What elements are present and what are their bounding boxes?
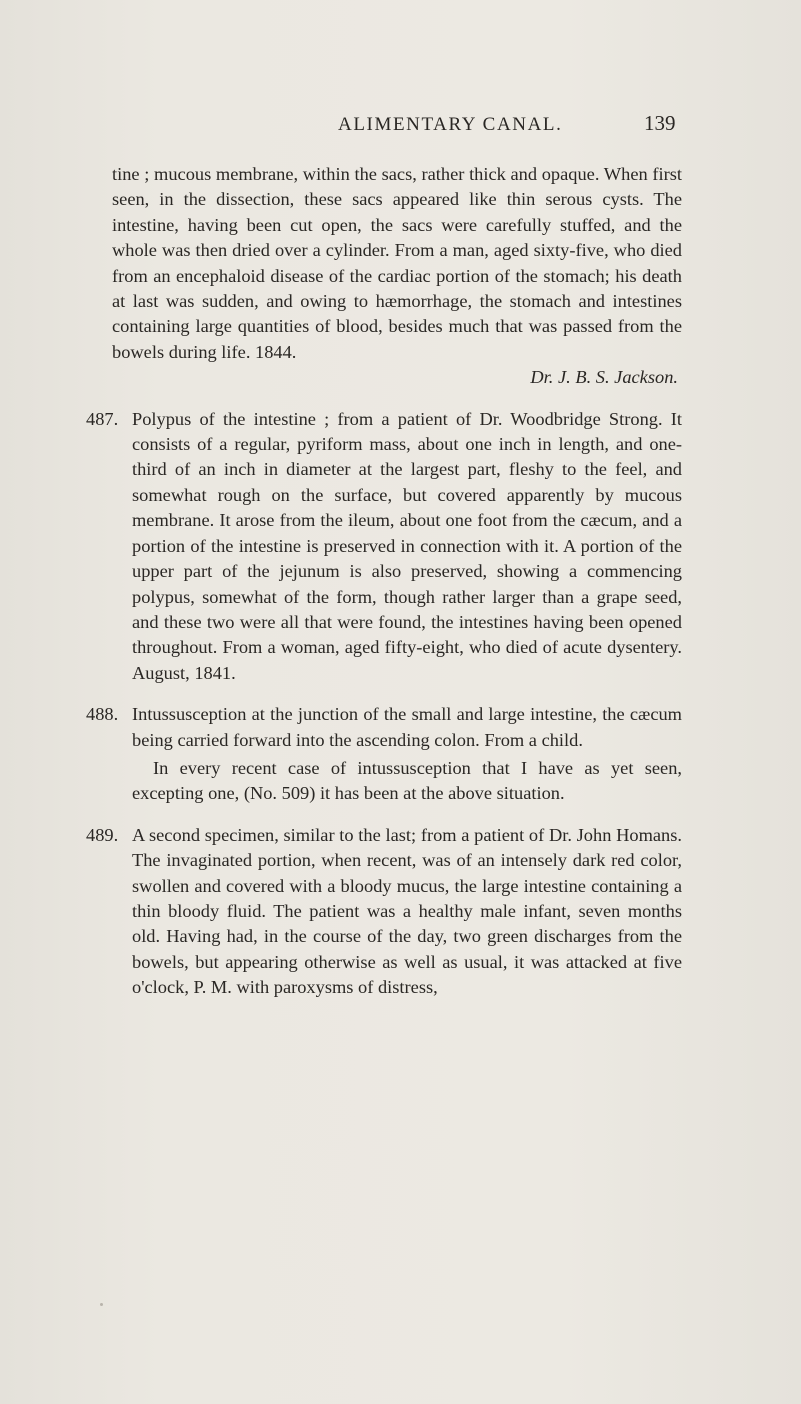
page-number: 139 [644,111,676,135]
paper-speck [100,1303,103,1306]
entry-text: Polypus of the intestine ; from a patient of Dr. Woodbridge Strong. It consists of a regular, pyriform mass, about one inch in length, and one-third of an inch in diameter at the largest part, fleshy to the feel, and somewhat rough on the surface, but covered apparently by mucous membrane. It arose from the ileum, about one foot from the cæcum, and a portion of the intestine is preserved in connection with it. A portion of the upper part of the jejunum is also preserved, showing a commencing polypus, somewhat of the form, though rather larger than a grape seed, and these two were all that were found, the intestines having been opened throughout. From a woman, aged fifty-eight, who died of acute dysentery. August, 1841. [132,408,682,683]
catalogue-entry-489 [86,823,682,1001]
entry-number: 488. [86,704,119,725]
author-signature: Dr. J. B. S. Jackson. [530,367,678,388]
running-head [0,111,801,144]
entry-number: 489. [86,824,119,845]
catalogue-entry-488 [86,702,682,807]
continued-paragraph: tine ; mucous membrane, within the sacs, rather thick and opaque. When first seen, in the dissection, these sacs appeared like thin serous cysts. The intestine, having been cut open, the sacs were carefully stuffed, and the whole was then dried over a cylinder. From a man, aged sixty-five, who died from an encephaloid disease of the cardiac portion of the stomach; his death at last was sudden, and owing to hæmorrhage, the stomach and intestines containing large quantities of blood, besides much that was passed from the bowels during life. 1844. [112,164,682,362]
entry-text: A second specimen, similar to the last; from a patient of Dr. John Homans. The invaginated portion, when recent, was of an intensely dark red color, swollen and covered with a bloody mucus, the large intestine containing a thin bloody fluid. The patient was a healthy male infant, seven months old. Having had, in the course of the day, two green discharges from the bowels, but appearing otherwise as well as usual, it was attacked at five o'clock, P. M. with paroxysms of distress, [132,824,682,998]
running-title: ALIMENTARY CANAL. [338,114,563,135]
entry-number: 487. [86,408,119,429]
catalogue-entry-487 [86,407,682,686]
entry-text: Intussusception at the junction of the small and large intestine, the cæcum being carried forward into the ascending colon. From a child. [132,704,682,750]
entry-note: In every recent case of intussusception that I have as yet seen, excepting one, (No. 509) it has been at the above situation. [132,757,682,804]
page-body [86,162,682,1001]
